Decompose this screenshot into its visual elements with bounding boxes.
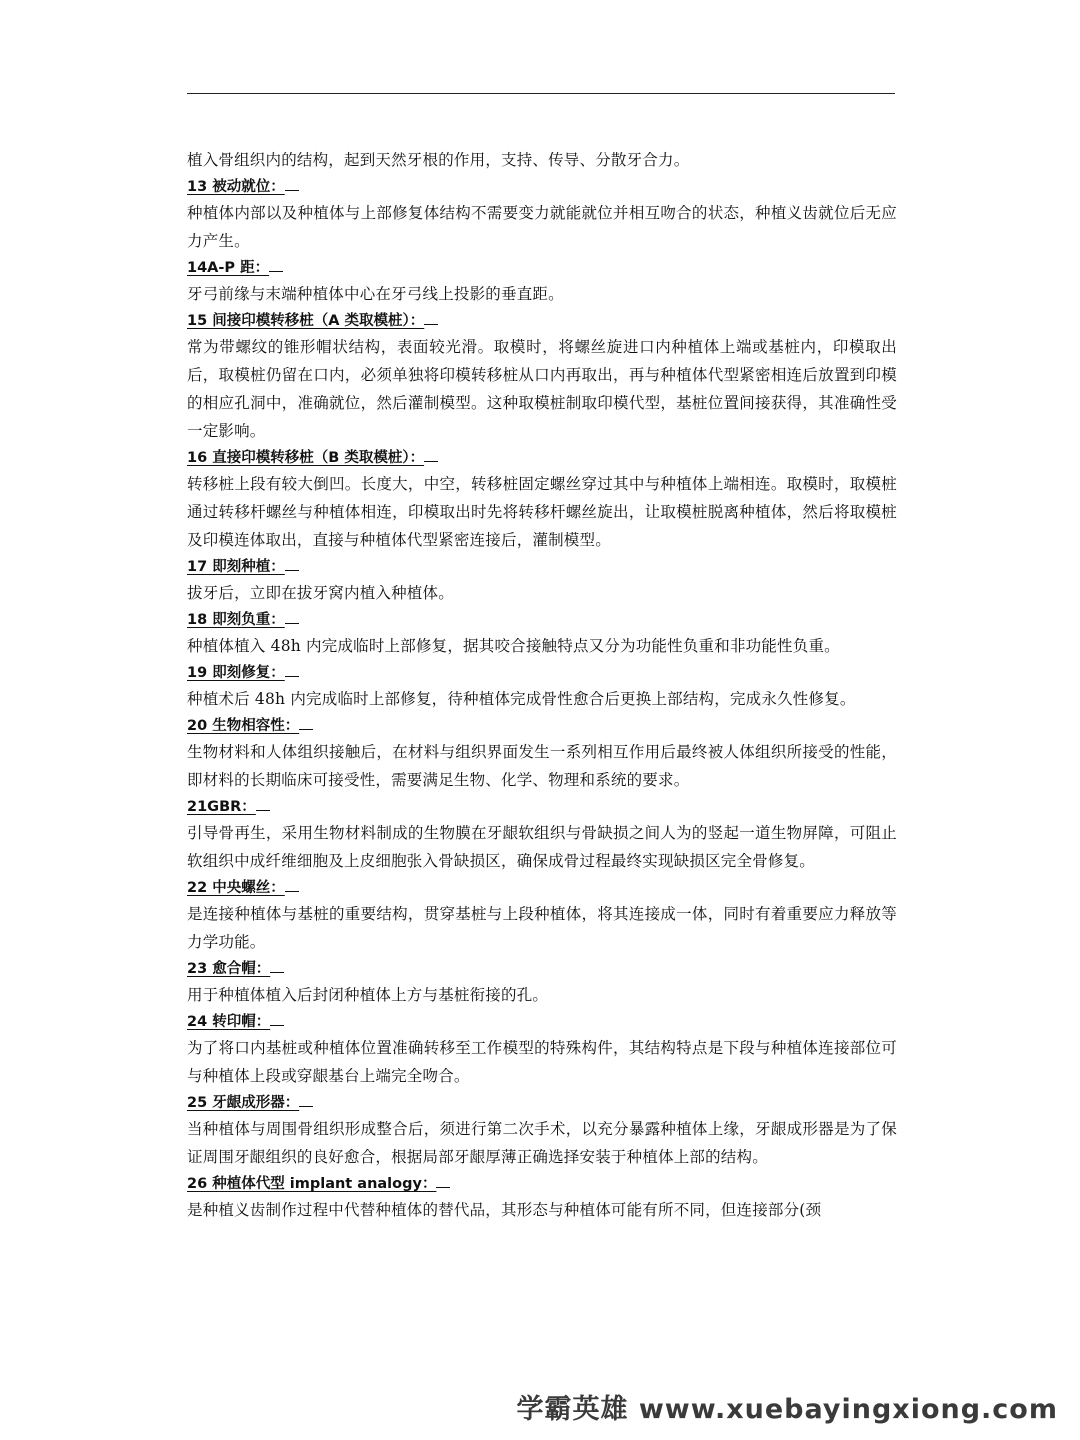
section-16-body: 转移桩上段有较大倒凹。长度大，中空，转移桩固定螺丝穿过其中与种植体上端相连。取模时，取模桩通过转移杆螺丝与种植体相连，印模取出时先将转移杆螺丝旋出，让取模桩脱离种植体，然后将取模桩及印模连体取出，直接与种植体代型紧密连接后，灌制模型。 (187, 475, 897, 549)
section-21-body: 引导骨再生，采用生物材料制成的生物膜在牙龈软组织与骨缺损之间人为的竖起一道生物屏障，可阻止软组织中成纤维细胞及上皮细胞张入骨缺损区，确保成骨过程最终实现缺损区完全骨修复。 (187, 824, 897, 870)
section-16-heading: 16 直接印模转移桩（B 类取模桩）： (187, 445, 897, 470)
section-25-body: 当种植体与周围骨组织形成整合后，须进行第二次手术，以充分暴露种植体上缘，牙龈成形器是为了保证周围牙龈组织的良好愈合，根据局部牙龈厚薄正确选择安装于种植体上部的结构。 (187, 1120, 897, 1166)
section-15-heading: 15 间接印模转移桩（A 类取模桩）： (187, 308, 897, 333)
section-26-heading: 26 种植体代型 implant analogy： (187, 1171, 897, 1196)
section-21-heading: 21GBR： (187, 794, 897, 819)
section-25-heading: 25 牙龈成形器： (187, 1090, 897, 1115)
header-rule (187, 93, 895, 94)
section-22-body: 是连接种植体与基桩的重要结构，贯穿基桩与上段种植体，将其连接成一体，同时有着重要应力释放等力学功能。 (187, 905, 897, 951)
section-17-body: 拔牙后，立即在拔牙窝内植入种植体。 (187, 584, 454, 602)
section-17-heading: 17 即刻种植： (187, 554, 897, 579)
section-19-body: 种植术后 48h 内完成临时上部修复，待种植体完成骨性愈合后更换上部结构，完成永久性修复。 (187, 690, 856, 708)
section-20-heading: 20 生物相容性： (187, 713, 897, 738)
section-15-body: 常为带螺纹的锥形帽状结构，表面较光滑。取模时，将螺丝旋进口内种植体上端或基桩内，印模取出后，取模桩仍留在口内，必须单独将印模转移桩从口内再取出，再与种植体代型紧密相连后放置到印模的相应孔洞中，准确就位，然后灌制模型。这种取模桩制取印模代型，基桩位置间接获得，其准确性受一定影响。 (187, 338, 897, 440)
section-14-body: 牙弓前缘与末端种植体中心在牙弓线上投影的垂直距。 (187, 285, 564, 303)
section-24-body: 为了将口内基桩或种植体位置准确转移至工作模型的特殊构件，其结构特点是下段与种植体连接部位可与种植体上段或穿龈基台上端完全吻合。 (187, 1039, 897, 1085)
site-watermark: 学霸英雄 www.xuebayingxiong.com (516, 1394, 1058, 1425)
section-23-heading: 23 愈合帽： (187, 956, 897, 981)
section-20-body: 生物材料和人体组织接触后，在材料与组织界面发生一系列相互作用后最终被人体组织所接受的性能，即材料的长期临床可接受性，需要满足生物、化学、物理和系统的要求。 (187, 743, 897, 789)
section-14-heading: 14A-P 距： (187, 255, 897, 280)
document-body (187, 146, 897, 1224)
intro-paragraph: 植入骨组织内的结构，起到天然牙根的作用，支持、传导、分散牙合力。 (187, 151, 690, 169)
section-13-body: 种植体内部以及种植体与上部修复体结构不需要变力就能就位并相互吻合的状态，种植义齿就位后无应力产生。 (187, 204, 897, 250)
section-13-heading: 13 被动就位： (187, 174, 897, 199)
section-18-body: 种植体植入 48h 内完成临时上部修复，据其咬合接触特点又分为功能性负重和非功能性负重。 (187, 637, 840, 655)
section-23-body: 用于种植体植入后封闭种植体上方与基桩衔接的孔。 (187, 986, 549, 1004)
section-24-heading: 24 转印帽： (187, 1009, 897, 1034)
section-18-heading: 18 即刻负重： (187, 607, 897, 632)
section-22-heading: 22 中央螺丝： (187, 875, 897, 900)
section-26-body: 是种植义齿制作过程中代替种植体的替代品，其形态与种植体可能有所不同，但连接部分(颈 (187, 1201, 822, 1219)
section-19-heading: 19 即刻修复： (187, 660, 897, 685)
